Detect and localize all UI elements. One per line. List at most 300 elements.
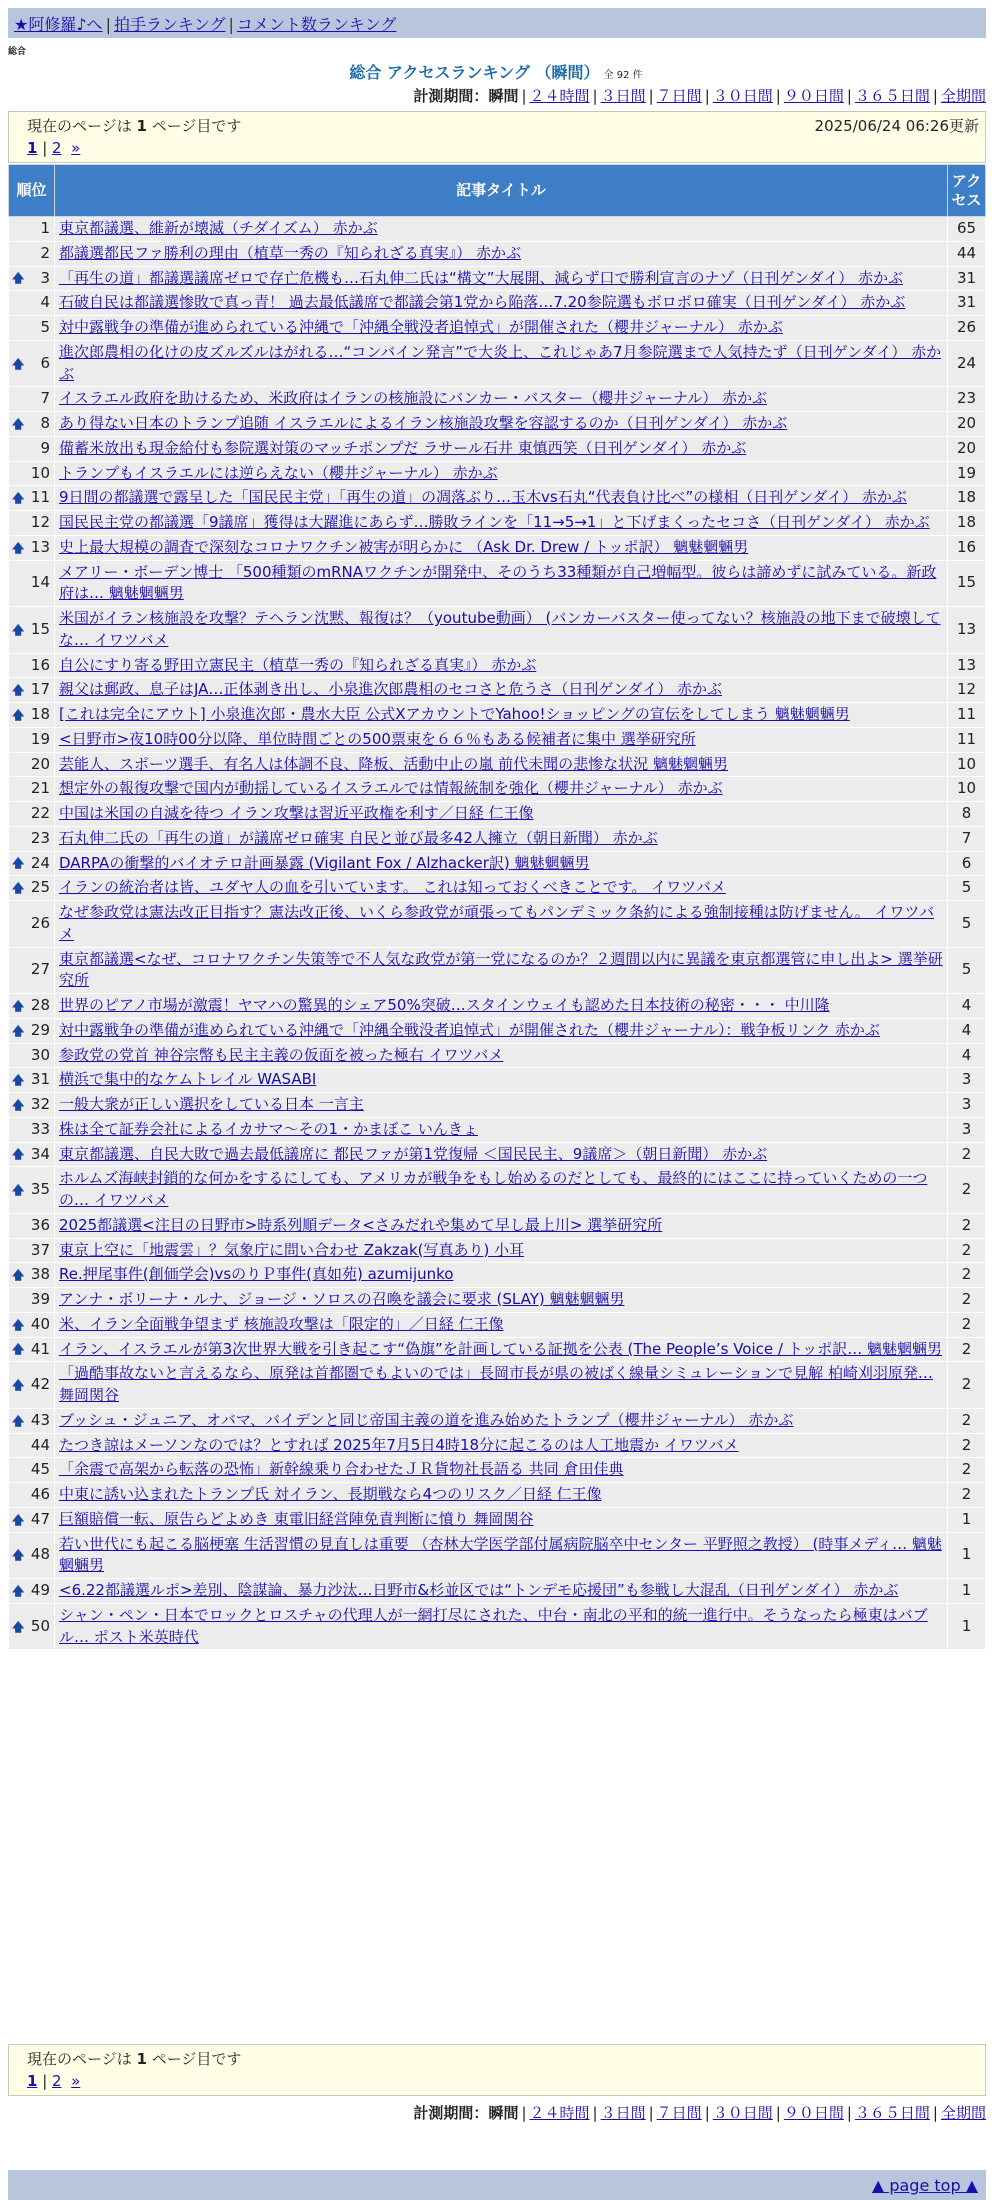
category-label: 総合 — [8, 47, 27, 57]
rank-cell — [9, 1043, 55, 1068]
article-title-link[interactable]: <6.22都議選ルポ>差別、陰謀論、暴力沙汰…日野市&杉並区では“トンデモ応援団”も参戦し大混乱（日刊ゲンダイ） 赤かぶ — [59, 1581, 899, 1599]
article-title-link[interactable]: 中東に誘い込まれたトランプ氏 対イラン、長期戦なら4つのリスク／日経 仁王像 — [59, 1485, 602, 1503]
article-title-link[interactable]: 一般大衆が正しい選択をしている日本 一言主 — [59, 1095, 364, 1113]
rank-number: 33 — [30, 1119, 50, 1138]
page-number: 1 — [136, 2050, 147, 2068]
article-title-link[interactable]: 想定外の報復攻撃で国内が動揺しているイスラエルでは情報統制を強化（櫻井ジャーナル） 赤かぶ — [59, 779, 723, 798]
access-count: 20 — [948, 436, 986, 461]
title-cell — [55, 1117, 948, 1142]
period-link[interactable]: ３０日間 — [712, 2104, 773, 2122]
table-row — [9, 535, 986, 560]
title-cell — [55, 486, 948, 511]
table-row — [9, 851, 986, 876]
title-cell — [55, 901, 948, 948]
rank-number: 12 — [30, 513, 50, 531]
article-title-link[interactable]: [これは完全にアウト] 小泉進次郎・農水大臣 公式XアカウントでYahoo!ショッピングの宣伝をしてしまう 魑魅魍魎男 — [59, 705, 850, 723]
table-row — [9, 387, 986, 412]
access-count: 2 — [948, 1288, 986, 1313]
rank-cell — [9, 727, 55, 752]
access-count: 26 — [948, 316, 986, 341]
access-count: 1 — [948, 1603, 986, 1650]
rank-number: 8 — [40, 414, 50, 432]
rank-cell — [9, 752, 55, 777]
page-number: 1 — [136, 117, 147, 135]
rank-cell — [9, 241, 55, 266]
period-separator: | — [648, 87, 654, 105]
article-title-link[interactable]: たつき諒はメーソンなのでは？とすれば 2025年7月5日4時18分に起こるのは人工地震か イワツバメ — [59, 1435, 739, 1454]
table-row — [9, 241, 986, 266]
article-title-link[interactable]: DARPAの衝撃的バイオテロ計画暴露 (Vigilant Fox / Alzhacker訳) 魑魅魍魎男 — [59, 853, 590, 872]
rank-number: 46 — [30, 1485, 50, 1503]
access-count: 20 — [948, 412, 986, 437]
rank-cell — [9, 678, 55, 703]
article-title-link[interactable]: 都議選都民ファ勝利の理由（植草一秀の『知られざる真実』） 赤かぶ — [59, 243, 521, 262]
table-row — [9, 486, 986, 511]
access-count: 1 — [948, 1579, 986, 1604]
updated-timestamp: 2025/06/24 06:26更新 — [814, 117, 979, 135]
title-header: 記事タイトル — [55, 165, 948, 217]
article-title-link[interactable]: 石破自民は都議選惨敗で真っ青！ 過去最低議席で都議会第1党から陥落…7.20参院選もボロボロ確実（日刊ゲンダイ） 赤かぶ — [59, 293, 906, 312]
rank-up-arrow-icon: 🡅 — [12, 1619, 25, 1634]
article-title-link[interactable]: イスラエル政府を助けるため、米政府はイランの核施設にバンカー・バスター（櫻井ジャーナル） 赤かぶ — [59, 389, 767, 408]
access-header: アクセス — [948, 165, 986, 217]
access-count: 2 — [948, 1483, 986, 1508]
table-row — [9, 727, 986, 752]
period-separator: | — [932, 2104, 938, 2122]
rank-up-arrow-icon: 🡅 — [12, 1183, 25, 1197]
period-separator: | — [592, 87, 598, 105]
rank-number: 29 — [30, 1020, 50, 1039]
title-cell — [55, 851, 948, 876]
table-row — [9, 752, 986, 777]
title-cell — [55, 1018, 948, 1043]
access-count: 6 — [948, 851, 986, 876]
access-count: 12 — [948, 678, 986, 703]
title-cell — [55, 535, 948, 560]
article-title-link[interactable]: 米国がイラン核施設を攻撃？テヘラン沈黙、報復は？（youtube動画） (バンカーバスター使ってない？核施設の地下まで破壊してな… イワツバメ — [59, 609, 941, 649]
rank-cell — [9, 1362, 55, 1409]
access-count: 13 — [948, 653, 986, 678]
rank-cell — [9, 560, 55, 607]
article-title-link[interactable]: 親父は郵政、息子はJA…正体剥き出し、小泉進次郎農相のセコさと危うさ（日刊ゲンダイ） 赤かぶ — [59, 680, 722, 699]
title-cell — [55, 678, 948, 703]
rank-up-arrow-icon: 🡅 — [12, 271, 25, 286]
table-row — [9, 802, 986, 827]
rank-up-arrow-icon: 🡅 — [12, 356, 25, 371]
article-title-link[interactable]: 自公にすり寄る野田立憲民主（植草一秀の『知られざる真実』） 赤かぶ — [59, 655, 537, 674]
article-title-link[interactable]: 横浜で集中的なケムトレイル WASABI — [59, 1070, 317, 1089]
rank-number: 25 — [30, 878, 50, 897]
rank-cell — [9, 266, 55, 291]
table-row — [9, 1213, 986, 1238]
period-link[interactable]: ９０日間 — [783, 87, 844, 105]
rank-cell — [9, 486, 55, 511]
rank-header: 順位 — [9, 165, 55, 217]
rank-cell — [9, 1603, 55, 1650]
period-selector-bottom — [413, 2102, 986, 2123]
article-title-link[interactable]: ブッシュ・ジュニア、オバマ、バイデンと同じ帝国主義の道を進み始めたトランプ（櫻井ジャーナル） 赤かぶ — [59, 1410, 794, 1429]
table-row — [9, 412, 986, 437]
article-title-link[interactable]: 進次郎農相の化けの皮ズルズルはがれる…“コンバイン発言”で大炎上、これじゃあ7月参院選まで人気持たず（日刊ゲンダイ） 赤かぶ — [59, 342, 942, 383]
rank-up-arrow-icon: 🡅 — [12, 1268, 25, 1283]
rank-number: 9 — [40, 438, 50, 457]
title-cell — [55, 511, 948, 536]
rank-number: 13 — [30, 537, 50, 556]
rank-up-arrow-icon: 🡅 — [12, 998, 25, 1013]
rank-number: 47 — [30, 1509, 50, 1528]
title-cell — [55, 607, 948, 654]
period-link[interactable]: ３０日間 — [712, 87, 773, 105]
article-title-link[interactable]: 東京都議選<なぜ、コロナワクチン失策等で不人気な政党が第一党になるのか？２週間以内に異議を東京都選管に申し出よ> 選挙研究所 — [59, 949, 943, 990]
title-cell — [55, 1458, 948, 1483]
table-row — [9, 826, 986, 851]
comment-ranking-link[interactable]: コメント数ランキング — [236, 15, 397, 34]
title-cell — [55, 1238, 948, 1263]
period-separator: | — [846, 87, 852, 105]
article-title-link[interactable]: 東京上空に「地震雲」？気象庁に問い合わせ Zakzak(写真あり) 小耳 — [59, 1240, 525, 1259]
title-cell — [55, 826, 948, 851]
rank-up-arrow-icon: 🡅 — [12, 1073, 25, 1088]
access-count: 11 — [948, 703, 986, 728]
nav-separator: | — [228, 15, 234, 34]
rank-cell — [9, 1507, 55, 1532]
period-link[interactable]: ９０日間 — [783, 2104, 844, 2122]
period-separator: | — [932, 87, 938, 105]
next-page-link[interactable]: » — [71, 2072, 81, 2090]
page-status: 現在のページは 1 ページ目です — [27, 2050, 242, 2068]
rank-up-arrow-icon: 🡅 — [12, 1548, 25, 1563]
access-count: 2 — [948, 1263, 986, 1288]
table-row — [9, 1093, 986, 1118]
access-count: 4 — [948, 1018, 986, 1043]
article-title-link[interactable]: 2025都議選<注目の日野市>時系列順データ<さみだれや集めて早し最上川> 選挙研究所 — [59, 1215, 663, 1234]
rank-number: 15 — [30, 619, 50, 638]
rank-cell — [9, 1288, 55, 1313]
title-cell — [55, 727, 948, 752]
access-count: 5 — [948, 901, 986, 948]
table-row — [9, 1167, 986, 1214]
rank-cell — [9, 1068, 55, 1093]
article-title-link[interactable]: イランの統治者は皆、ユダヤ人の血を引いています。 これは知っておくべきことです。 イワツバメ — [59, 878, 726, 897]
title-cell — [55, 1288, 948, 1313]
title-cell — [55, 1507, 948, 1532]
title-cell — [55, 1142, 948, 1167]
rank-number: 38 — [30, 1265, 50, 1284]
period-link[interactable]: ２４時間 — [529, 2104, 590, 2122]
access-count: 11 — [948, 727, 986, 752]
period-separator: | — [521, 2104, 527, 2122]
article-title-link[interactable]: シャン・ペン・日本でロックとロスチャの代理人が一網打尽にされた、中台・南北の平和的統一進行中。そうなったら極東はバブル… ポスト米英時代 — [59, 1605, 928, 1646]
title-cell — [55, 266, 948, 291]
access-count: 15 — [948, 560, 986, 607]
access-count: 31 — [948, 266, 986, 291]
access-count: 3 — [948, 1068, 986, 1093]
article-title-link[interactable]: 「過酷事故ないと言えるなら、原発は首都圏でもよいのでは」長岡市長が県の被ばく線量シミュレーションで見解 柏崎刈羽原発… 舞岡関谷 — [59, 1364, 933, 1404]
access-count: 4 — [948, 994, 986, 1019]
rank-number: 27 — [30, 960, 50, 979]
access-count: 65 — [948, 217, 986, 242]
article-title-link[interactable]: 「余震で高架から転落の恐怖」新幹線乗り合わせたＪＲ貨物社長語る 共同 倉田佳典 — [59, 1460, 624, 1479]
rank-number: 18 — [30, 705, 50, 723]
period-link[interactable]: ７日間 — [656, 2104, 702, 2122]
access-count: 2 — [948, 1213, 986, 1238]
title-cell — [55, 340, 948, 387]
table-row — [9, 947, 986, 994]
rank-up-arrow-icon: 🡅 — [12, 1097, 25, 1112]
rank-cell — [9, 607, 55, 654]
title-cell — [55, 217, 948, 242]
table-row — [9, 678, 986, 703]
rank-cell — [9, 802, 55, 827]
article-title-link[interactable]: 石丸伸二氏の「再生の道」が議席ゼロ確実 自民と並び最多42人擁立（朝日新聞） 赤かぶ — [59, 828, 658, 847]
rank-cell — [9, 387, 55, 412]
title-cell — [55, 1213, 948, 1238]
access-count: 5 — [948, 947, 986, 994]
rank-cell — [9, 1263, 55, 1288]
total-count: 全 92 件 — [603, 70, 643, 81]
article-title-link[interactable]: 東京都議選、自民大敗で過去最低議席に 都民ファが第1党復帰 ＜国民民主、9議席＞（朝日新聞） 赤かぶ — [59, 1144, 768, 1163]
period-separator: | — [592, 2104, 598, 2122]
rank-up-arrow-icon: 🡅 — [12, 1378, 25, 1392]
title-cell — [55, 994, 948, 1019]
title-cell — [55, 703, 948, 728]
rank-up-arrow-icon: 🡅 — [12, 1147, 25, 1162]
article-title-link[interactable]: なぜ参政党は憲法改正目指す？憲法改正後、いくら参政党が頑張ってもパンデミック条約による強制接種は防げません。 イワツバメ — [59, 903, 935, 943]
access-count: 2 — [948, 1362, 986, 1409]
rank-up-arrow-icon: 🡅 — [12, 1413, 25, 1428]
pagination: 1 | 2 » — [27, 139, 81, 157]
page-top-link[interactable]: ▲ page top ▲ — [871, 2176, 978, 2195]
ranking-table-body — [9, 217, 986, 1650]
home-link[interactable]: ★阿修羅♪へ — [14, 15, 103, 34]
rank-up-arrow-icon: 🡅 — [12, 622, 25, 637]
article-title-link[interactable]: トランプもイスラエルには逆らえない（櫻井ジャーナル） 赤かぶ — [59, 463, 498, 482]
title-cell — [55, 1068, 948, 1093]
table-row — [9, 1579, 986, 1604]
article-title-link[interactable]: 世界のピアノ市場が激震！ヤマハの驚異的シェア50%突破…スタインウェイも認めた日本技術の秘密・・・ 中川隆 — [59, 996, 830, 1014]
article-title-link[interactable]: Re.押尾事件(創価学会)vsのりＰ事件(真如苑) azumijunko — [59, 1265, 454, 1284]
title-cell — [55, 412, 948, 437]
period-link[interactable]: 全期間 — [940, 87, 986, 105]
article-title-link[interactable]: イラン、イスラエルが第3次世界大戦を引き起こす“偽旗”を計画している証拠を公表 (The People’s Voice / トッポ訳… 魑魅魍魎男 — [59, 1339, 943, 1358]
rank-cell — [9, 994, 55, 1019]
rank-number: 4 — [40, 293, 50, 312]
title-cell — [55, 291, 948, 316]
rank-number: 37 — [30, 1240, 50, 1259]
rank-up-arrow-icon: 🡅 — [12, 1317, 25, 1332]
article-title-link[interactable]: アンナ・ボリーナ・ルナ、ジョージ・ソロスの召喚を議会に要求 (SLAY) 魑魅魍魎男 — [59, 1290, 625, 1308]
article-title-link[interactable]: 中国は米国の自滅を待つ イラン攻撃は習近平政権を利す／日経 仁王像 — [59, 804, 534, 822]
article-title-link[interactable]: メアリー・ボーデン博士 「500種類のmRNAワクチンが開発中、そのうち33種類が自己増幅型。彼らは諦めずに試みている。新政府は… 魑魅魍魎男 — [59, 562, 937, 603]
article-title-link[interactable]: 若い世代にも起こる脳梗塞 生活習慣の見直しは重要 （杏林大学医学部付属病院脳卒中センター 平野照之教授） (時事メディ… 魑魅魍魎男 — [59, 1534, 942, 1575]
page-info-top — [8, 111, 986, 163]
title-cell — [55, 802, 948, 827]
title-cell — [55, 1362, 948, 1409]
title-cell — [55, 1043, 948, 1068]
rank-cell — [9, 901, 55, 948]
rank-up-arrow-icon: 🡅 — [12, 416, 25, 431]
rank-number: 5 — [40, 318, 50, 336]
rank-number: 34 — [30, 1144, 50, 1163]
table-row — [9, 901, 986, 948]
title-cell — [55, 777, 948, 802]
rank-number: 11 — [30, 488, 50, 507]
title-cell — [55, 1603, 948, 1650]
table-row — [9, 1263, 986, 1288]
title-cell — [55, 653, 948, 678]
rank-cell — [9, 1337, 55, 1362]
table-row — [9, 1312, 986, 1337]
access-count: 24 — [948, 340, 986, 387]
period-separator: | — [648, 2104, 654, 2122]
access-count: 4 — [948, 1043, 986, 1068]
article-title-link[interactable]: あり得ない日本のトランプ追随 イスラエルによるイラン核施設攻撃を容認するのか（日刊ゲンダイ） 赤かぶ — [59, 414, 788, 432]
rank-number: 39 — [30, 1290, 50, 1308]
rank-cell — [9, 947, 55, 994]
rank-cell — [9, 1238, 55, 1263]
period-link[interactable]: ３日間 — [600, 2104, 646, 2122]
rank-cell — [9, 1117, 55, 1142]
top-navigation-bar — [8, 8, 986, 38]
period-separator: | — [775, 87, 781, 105]
access-count: 10 — [948, 752, 986, 777]
period-separator: | — [775, 2104, 781, 2122]
access-count: 18 — [948, 486, 986, 511]
article-title-link[interactable]: 東京都議選、維新が壊滅（チダイズム） 赤かぶ — [59, 219, 378, 237]
article-title-link[interactable]: 国民民主党の都議選「9議席」獲得は大躍進にあらず…勝敗ラインを「11→5→1」と下げまくったセコさ（日刊ゲンダイ） 赤かぶ — [59, 513, 930, 531]
rank-number: 10 — [30, 463, 50, 482]
rank-number: 49 — [30, 1581, 50, 1599]
table-row — [9, 1142, 986, 1167]
rank-cell — [9, 535, 55, 560]
table-row — [9, 703, 986, 728]
rank-cell — [9, 1458, 55, 1483]
access-count: 13 — [948, 607, 986, 654]
page-title — [0, 60, 992, 83]
table-row — [9, 1288, 986, 1313]
table-row — [9, 1117, 986, 1142]
article-title-link[interactable]: 9日間の都議選で露呈した「国民民主党」「再生の道」の凋落ぶり…玉木vs石丸“代表負け比べ”の様相（日刊ゲンダイ） 赤かぶ — [59, 488, 907, 507]
period-link[interactable]: ３６５日間 — [854, 87, 930, 105]
rank-cell — [9, 777, 55, 802]
rank-cell — [9, 412, 55, 437]
rank-number: 36 — [30, 1215, 50, 1234]
article-title-link[interactable]: 史上最大規模の調査で深刻なコロナワクチン被害が明らかに （Ask Dr. Drew / トッポ訳） 魑魅魍魎男 — [59, 537, 749, 556]
clap-ranking-link[interactable]: 拍手ランキング — [113, 15, 226, 34]
article-title-link[interactable]: 巨額賠償一転、原告らどよめき 東電旧経営陣免責判断に憤り 舞岡関谷 — [59, 1509, 534, 1528]
rank-cell — [9, 340, 55, 387]
title-cell — [55, 436, 948, 461]
rank-cell — [9, 1167, 55, 1214]
access-count: 2 — [948, 1433, 986, 1458]
rank-up-arrow-icon: 🡅 — [12, 856, 25, 871]
title-cell — [55, 316, 948, 341]
period-selector-top — [413, 85, 986, 106]
table-row — [9, 340, 986, 387]
access-count: 1 — [948, 1507, 986, 1532]
table-row — [9, 316, 986, 341]
article-title-link[interactable]: 「再生の道」都議選議席ゼロで存亡危機も…石丸伸二氏は“構文”大展開、減らず口で勝利宣言のナゾ（日刊ゲンダイ） 赤かぶ — [59, 268, 903, 287]
page-link-1[interactable]: 1 — [27, 139, 38, 157]
rank-cell — [9, 826, 55, 851]
article-title-link[interactable]: 芸能人、スポーツ選手、有名人は体調不良、降板、活動中止の嵐 前代未聞の悲惨な状況 魑魅魍魎男 — [59, 754, 728, 773]
article-title-link[interactable]: ホルムズ海峡封鎖的な何かをするにしても、アメリカが戦争をもし始めるのだとしても、最終的にはここに持っていくための一つの… イワツバメ — [59, 1169, 928, 1209]
title-cell — [55, 560, 948, 607]
table-row — [9, 1337, 986, 1362]
table-row — [9, 436, 986, 461]
period-link[interactable]: ３日間 — [600, 87, 646, 105]
table-row — [9, 1043, 986, 1068]
footer-bar — [8, 2170, 986, 2200]
rank-cell — [9, 1142, 55, 1167]
access-count: 18 — [948, 511, 986, 536]
rank-up-arrow-icon: 🡅 — [12, 683, 25, 698]
period-link[interactable]: ３６５日間 — [854, 2104, 930, 2122]
rank-up-arrow-icon: 🡅 — [12, 881, 25, 896]
rank-number: 20 — [30, 754, 50, 773]
article-title-link[interactable]: <日野市>夜10時00分以降、単位時間ごとの500票束を６６％もある候補者に集中 選挙研究所 — [59, 729, 696, 748]
period-label: 計測期間： — [413, 2104, 489, 2122]
period-current: 瞬間 — [488, 2104, 519, 2122]
rank-number: 35 — [30, 1180, 50, 1199]
rank-number: 22 — [30, 804, 50, 822]
page-link-2[interactable]: 2 — [52, 139, 62, 157]
title-cell — [55, 1433, 948, 1458]
article-title-link[interactable]: 参政党の党首 神谷宗幣も民主主義の仮面を被った極右 イワツバメ — [59, 1045, 504, 1064]
rank-number: 44 — [30, 1435, 50, 1454]
access-count: 2 — [948, 1142, 986, 1167]
table-row — [9, 1603, 986, 1650]
page-link-2[interactable]: 2 — [52, 2072, 62, 2090]
rank-up-arrow-icon: 🡅 — [12, 707, 25, 722]
article-title-link[interactable]: 米、イラン全面戦争望まず 核施設攻撃は「限定的」／日経 仁王像 — [59, 1314, 504, 1333]
rank-number: 40 — [30, 1314, 50, 1333]
access-count: 2 — [948, 1312, 986, 1337]
rank-cell — [9, 703, 55, 728]
access-count: 5 — [948, 876, 986, 901]
title-cell — [55, 1337, 948, 1362]
rank-number: 43 — [30, 1410, 50, 1429]
title-cell — [55, 1532, 948, 1579]
period-separator: | — [846, 2104, 852, 2122]
rank-cell — [9, 1312, 55, 1337]
nav-separator: | — [105, 15, 111, 34]
period-link[interactable]: ２４時間 — [529, 87, 590, 105]
rank-cell — [9, 291, 55, 316]
article-title-link[interactable]: 対中露戦争の準備が進められている沖縄で「沖縄全戦没者追悼式」が開催された（櫻井ジャーナル） 赤かぶ — [59, 318, 783, 336]
article-title-link[interactable]: 備蓄米放出も現金給付も参院選対策のマッチポンプだ ラサール石井 東慎西笑（日刊ゲンダイ） 赤かぶ — [59, 438, 747, 457]
rank-number: 16 — [30, 655, 50, 674]
rank-up-arrow-icon: 🡅 — [12, 1342, 25, 1357]
article-title-link[interactable]: 株は全て証券会社によるイカサマ〜その1・かまぼこ いんきょ — [59, 1119, 478, 1138]
period-link[interactable]: ７日間 — [656, 87, 702, 105]
period-link[interactable]: 全期間 — [940, 2104, 986, 2122]
ranking-table — [8, 164, 986, 1650]
title-cell — [55, 947, 948, 994]
table-row — [9, 1458, 986, 1483]
rank-number: 14 — [30, 573, 50, 592]
rank-up-arrow-icon: 🡅 — [12, 491, 25, 506]
article-title-link[interactable]: 対中露戦争の準備が進められている沖縄で「沖縄全戦没者追悼式」が開催された（櫻井ジャーナル）：戦争板リンク 赤かぶ — [59, 1020, 880, 1039]
access-count: 2 — [948, 1167, 986, 1214]
period-separator: | — [704, 2104, 710, 2122]
rank-number: 17 — [30, 680, 50, 699]
rank-number: 50 — [30, 1616, 50, 1635]
page-title-text: 総合 アクセスランキング （瞬間） — [349, 63, 600, 82]
page-link-1[interactable]: 1 — [27, 2072, 38, 2090]
next-page-link[interactable]: » — [71, 139, 81, 157]
table-row — [9, 1238, 986, 1263]
